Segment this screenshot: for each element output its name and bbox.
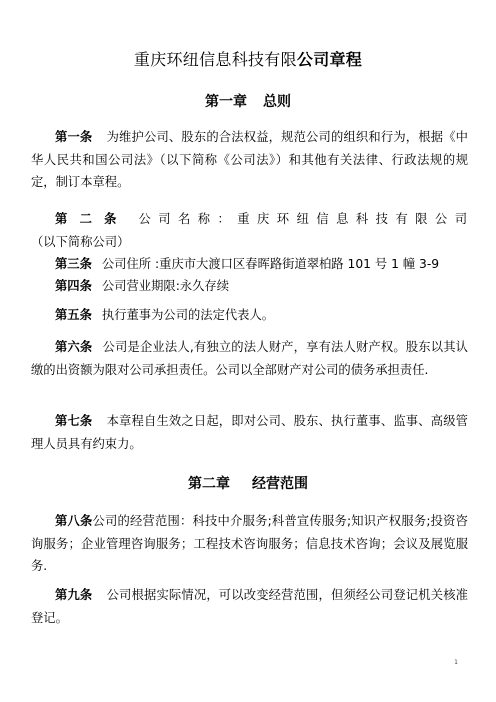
chapter-2-heading <box>0 474 496 494</box>
article-text: 公司根据实际情况，可以改变经营范围，但须经公司登记机关核准登记。 <box>31 588 468 625</box>
article-1 <box>31 126 468 194</box>
article-text: 本章程自生效之日起，即对公司、股东、执行董事、监事、高级管理人员具有约束力。 <box>31 414 468 451</box>
chapter-2-number: 第二章 <box>188 476 230 492</box>
page-number: 1 <box>454 659 458 666</box>
article-number: 第九条 <box>55 588 93 602</box>
article-9 <box>31 584 468 629</box>
article-2 <box>31 208 468 253</box>
article-text: 公司营业期限:永久存续 <box>101 279 230 293</box>
article-text: 公司住所 :重庆市大渡口区春晖路街道翠柏路 101 号 1 幢 3-9 <box>101 257 440 271</box>
article-5 <box>31 304 468 327</box>
article-4 <box>31 275 468 298</box>
chapter-1-number: 第一章 <box>205 94 247 110</box>
title-charter: 公司章程 <box>296 50 363 69</box>
article-number: 第六条 <box>55 340 93 354</box>
article-number: 第三条 <box>55 257 92 271</box>
article-number: 第八条 <box>55 514 93 528</box>
article-number: 第 二 条 <box>55 212 121 226</box>
article-text: 执行董事为公司的法定代表人。 <box>101 308 275 322</box>
article-number: 第四条 <box>55 279 92 293</box>
article-8 <box>31 510 468 578</box>
article-text: 公司是企业法人,有独立的法人财产，享有法人财产权。股东以其认缴的出资额为限对公司承担责任。公司以全部财产对公司的债务承担责任. <box>31 340 468 377</box>
chapter-2-name: 经营范围 <box>252 476 308 492</box>
chapter-1-name: 总则 <box>263 94 291 110</box>
article-text: 为维护公司、股东的合法权益，规范公司的组织和行为，根据《中华人民共和国公司法》（以下简称《公司法》）和其他有关法律、行政法规的规定，制订本章程。 <box>31 130 468 189</box>
article-7 <box>31 410 468 455</box>
article-number: 第一条 <box>55 130 93 144</box>
article-6 <box>31 336 468 381</box>
article-number: 第七条 <box>55 414 93 428</box>
chapter-1-heading <box>0 92 496 112</box>
article-text-continued: （以下简称公司） <box>31 234 130 249</box>
document-title <box>0 48 496 72</box>
article-number: 第五条 <box>55 308 92 322</box>
title-company: 重庆环纽信息科技有限 <box>133 50 297 69</box>
article-3 <box>31 253 468 276</box>
article-text: 公司名称：重庆环纽信息科技有限公司 <box>138 212 468 226</box>
article-text: 公司的经营范围：科技中介服务;科普宣传服务;知识产权服务;投资咨询服务；企业管理咨询服务；工程技术咨询服务；信息技术咨询；会议及展览服务. <box>31 514 468 573</box>
